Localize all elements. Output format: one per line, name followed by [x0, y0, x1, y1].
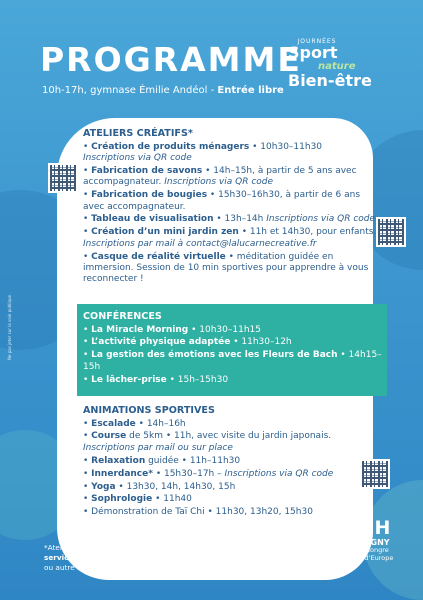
event-logo — [288, 38, 398, 89]
side-credit: Ne pas jeter sur la voie publique — [7, 295, 12, 360]
list-item: • Création de produits ménagers • 10h30–11h30 Inscriptions via QR code — [83, 141, 323, 163]
event-entry: Entrée libre — [217, 85, 284, 96]
section-title: CONFÉRENCES — [83, 311, 162, 322]
event-time-place: 10h-17h, gymnase Émilie Andéol - — [42, 85, 215, 96]
list-item: • Relaxation guidée • 11h–11h30 — [83, 455, 241, 466]
event-logo-bienetre: Bien-être — [288, 71, 372, 90]
footnote — [44, 543, 234, 573]
city-logo-name: MAGNY — [356, 538, 390, 547]
event-logo-nature: nature — [318, 61, 356, 72]
list-item: • Tableau de visualisation • 13h–14h Inscriptions via QR code — [83, 214, 376, 225]
list-item: • Le lâcher-prise • 15h–15h30 — [83, 374, 229, 385]
header — [0, 0, 423, 115]
list-item: • La gestion des émotions avec les Fleurs de Bach • 14h15–15h — [83, 350, 382, 372]
list-item: • Sophrologie • 11h40 — [83, 494, 192, 505]
list-item: • Yoga • 13h30, 14h, 14h30, 15h — [83, 481, 236, 492]
city-logo-sub: le Hongre — [357, 546, 389, 554]
event-logo-small: JOURNÉES — [297, 38, 337, 45]
list-item: • La Miracle Morning • 10h30–11h15 — [83, 324, 261, 335]
footnote-line: *Ateliers gratuits sur inscription à — [44, 543, 167, 552]
city-logo-mark: MH — [355, 517, 391, 539]
section-title: ATELIERS CRÉATIFS* — [83, 128, 193, 139]
list-item: • Démonstration de Taï Chi • 11h30, 13h20, 15h30 — [83, 507, 313, 518]
list-item: • Fabrication de bougies • 15h30–16h30, à partir de 6 ans avec accompagnateur. — [83, 190, 361, 212]
section-ateliers — [83, 128, 383, 286]
list-item: • Casque de réalité virtuelle • méditation guidée en immersion. Session de 10 min sportives pour apprendre à vous reconnecter ! — [83, 251, 369, 285]
footnote-email[interactable]: service-festivite@magnylehongre.fr — [44, 553, 192, 562]
event-logo-sport: Sport — [288, 43, 338, 62]
list-item: • Innerdance* • 15h30–17h – Inscriptions via QR code — [83, 468, 334, 479]
event-subtitle — [42, 85, 284, 96]
city-logo-sub: Val d’Europe — [352, 553, 394, 562]
qr-code-icon — [48, 163, 78, 193]
section-title: ANIMATIONS SPORTIVES — [83, 405, 215, 416]
list-item: • Escalade • 14h–16h — [83, 418, 186, 429]
list-item: • Création d’un mini jardin zen • 11h et 14h30, pour enfants. Inscriptions par mail à contact@lalucarnecreative.fr — [83, 227, 377, 249]
footnote-line: ou autre lien indiqué — [44, 563, 120, 572]
list-item: • L’activité physique adaptée • 11h30–12h — [83, 337, 292, 348]
list-item: • Fabrication de savons • 14h–15h, à partir de 5 ans avec accompagnateur. Inscriptions via QR code — [83, 165, 357, 188]
section-animations — [83, 405, 383, 519]
section-conferences — [83, 311, 383, 386]
city-logo — [348, 518, 398, 562]
list-item: • Course de 5km • 11h, avec visite du jardin japonais. Inscriptions par mail ou sur place — [83, 431, 332, 453]
page-title: PROGRAMME — [40, 40, 302, 79]
